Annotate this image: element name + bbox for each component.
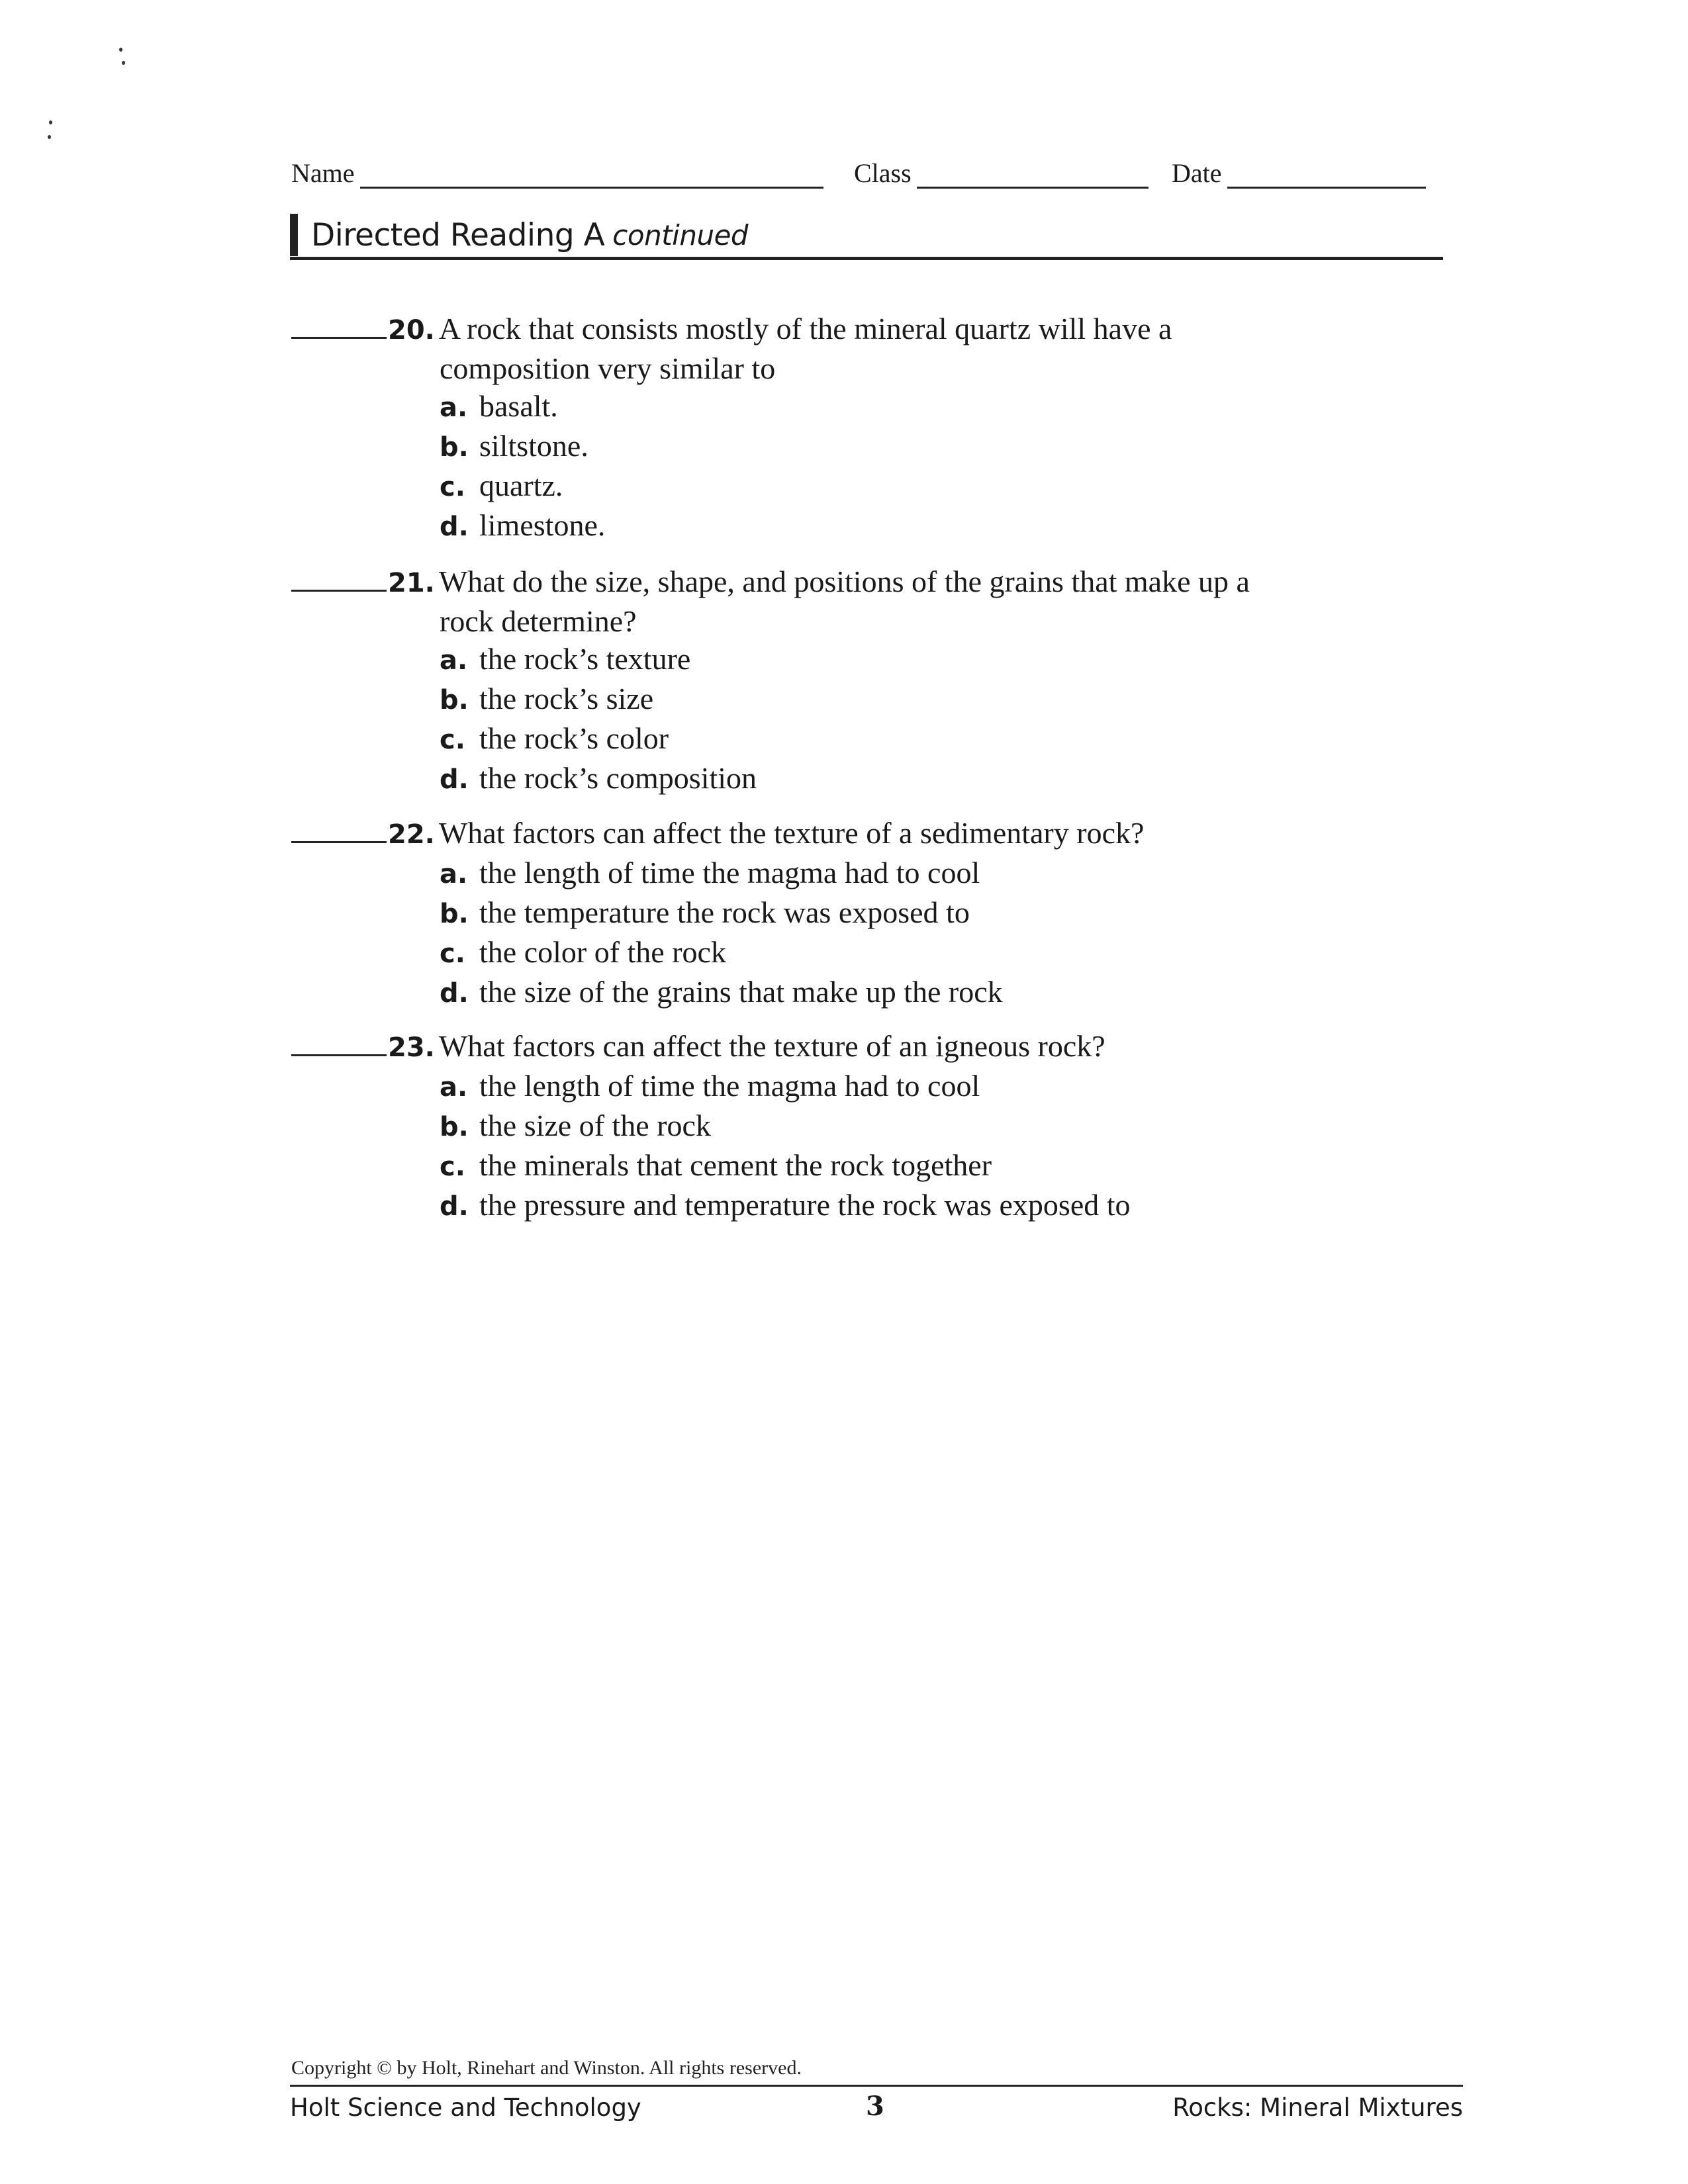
class-label: Class xyxy=(854,158,912,188)
choice-letter: a. xyxy=(440,392,468,423)
name-line[interactable] xyxy=(360,160,823,189)
choice-c xyxy=(291,467,1456,506)
question-text: A rock that consists mostly of the mineral quartz will have a xyxy=(438,312,1172,345)
choice-text: the temperature the rock was exposed to xyxy=(479,895,970,929)
footer-publisher: Holt Science and Technology xyxy=(290,2093,641,2122)
choice-letter: d. xyxy=(440,978,469,1009)
section-title-main: Directed Reading A xyxy=(311,216,605,253)
choice-c xyxy=(291,1146,1456,1186)
choice-a xyxy=(291,387,1456,427)
choice-b xyxy=(291,680,1456,719)
date-field[interactable] xyxy=(1172,158,1426,189)
question-number: 22. xyxy=(388,819,435,850)
choice-letter: b. xyxy=(440,1112,469,1142)
choice-letter: b. xyxy=(440,685,469,715)
class-field[interactable] xyxy=(854,158,1149,189)
choice-a xyxy=(291,1067,1456,1107)
choice-d xyxy=(291,506,1456,546)
question-text-continued: composition very similar to xyxy=(440,351,776,385)
choice-letter: c. xyxy=(440,938,465,969)
question-text: What factors can affect the texture of a sedimentary rock? xyxy=(438,816,1145,850)
choice-b xyxy=(291,1107,1456,1146)
answer-blank[interactable] xyxy=(291,1028,387,1056)
choice-c xyxy=(291,933,1456,973)
choice-b xyxy=(291,893,1456,933)
question-23 xyxy=(291,1027,1456,1226)
choice-text: the length of time the magma had to cool xyxy=(479,856,980,889)
choice-d xyxy=(291,759,1456,799)
choice-c xyxy=(291,719,1456,759)
choice-text: limestone. xyxy=(479,508,606,542)
choice-d xyxy=(291,973,1456,1013)
question-22 xyxy=(291,814,1456,1013)
choice-text: the pressure and temperature the rock was exposed to xyxy=(479,1188,1131,1222)
page-footer xyxy=(290,2085,1463,2124)
choice-letter: b. xyxy=(440,432,469,463)
scan-speck xyxy=(48,135,51,139)
choice-a xyxy=(291,640,1456,680)
scan-speck xyxy=(122,61,125,65)
choice-text: siltstone. xyxy=(479,429,588,463)
choice-text: the color of the rock xyxy=(479,935,726,969)
choice-text: the size of the rock xyxy=(479,1109,711,1142)
question-21 xyxy=(291,563,1456,799)
question-text-continued: rock determine? xyxy=(440,604,637,638)
choice-letter: c. xyxy=(440,1152,465,1182)
date-line[interactable] xyxy=(1227,160,1426,189)
choice-letter: c. xyxy=(440,472,465,502)
question-number: 23. xyxy=(388,1032,435,1063)
choice-text: basalt. xyxy=(479,389,558,423)
name-field[interactable] xyxy=(291,158,823,189)
header-fields xyxy=(291,158,1443,191)
class-line[interactable] xyxy=(917,160,1149,189)
choice-b xyxy=(291,427,1456,467)
question-text: What factors can affect the texture of an igneous rock? xyxy=(438,1029,1105,1063)
choice-text: quartz. xyxy=(479,469,563,502)
choice-letter: d. xyxy=(440,512,469,542)
choice-letter: a. xyxy=(440,1072,468,1103)
scan-speck xyxy=(119,48,122,52)
choice-letter: d. xyxy=(440,1191,469,1222)
page-number: 3 xyxy=(866,2091,884,2122)
choice-letter: c. xyxy=(440,725,465,755)
choice-text: the rock’s composition xyxy=(479,761,757,795)
choice-text: the rock’s color xyxy=(479,721,669,755)
choice-text: the minerals that cement the rock together xyxy=(479,1148,992,1182)
section-title-continued: continued xyxy=(612,218,749,251)
choice-letter: b. xyxy=(440,899,469,929)
choice-letter: d. xyxy=(440,764,469,795)
choice-text: the rock’s size xyxy=(479,682,654,715)
copyright-notice: Copyright © by Holt, Rinehart and Winston. All rights reserved. xyxy=(291,2057,802,2079)
date-label: Date xyxy=(1172,158,1222,188)
answer-blank[interactable] xyxy=(291,815,387,843)
answer-blank[interactable] xyxy=(291,563,387,592)
choice-text: the length of time the magma had to cool xyxy=(479,1069,980,1103)
choice-text: the size of the grains that make up the rock xyxy=(479,975,1003,1009)
title-bar xyxy=(290,214,298,256)
choice-letter: a. xyxy=(440,859,468,889)
choice-letter: a. xyxy=(440,645,468,676)
footer-chapter: Rocks: Mineral Mixtures xyxy=(1172,2093,1463,2122)
question-text: What do the size, shape, and positions of the grains that make up a xyxy=(438,565,1250,598)
choice-d xyxy=(291,1186,1456,1226)
section-title xyxy=(290,213,1443,260)
scan-speck xyxy=(49,120,52,124)
question-number: 21. xyxy=(388,568,435,598)
choice-a xyxy=(291,854,1456,893)
answer-blank[interactable] xyxy=(291,310,387,339)
name-label: Name xyxy=(291,158,355,188)
choice-text: the rock’s texture xyxy=(479,642,691,676)
question-20 xyxy=(291,310,1456,546)
question-number: 20. xyxy=(388,315,435,345)
